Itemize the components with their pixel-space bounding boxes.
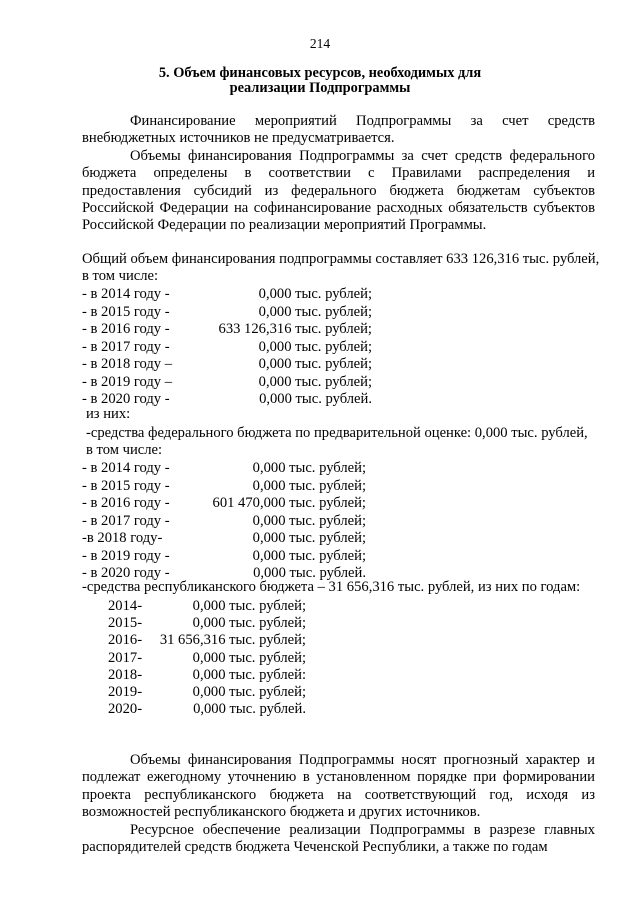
federal-year-label: -в 2018 году- <box>82 530 163 546</box>
federal-year-label: - в 2020 году - <box>82 565 170 581</box>
section-heading-line-2: реализации Подпрограммы <box>229 80 411 96</box>
closing-paragraph-2: Ресурсное обеспечение реализации Подпрограммы в разрезе главных распорядителей средств бюджета Чеченской Республики, а также по годам <box>82 822 595 856</box>
total-year-amount: 0,000 тыс. рублей; <box>258 303 372 320</box>
federal-year-amount: 0,000 тыс. рублей. <box>253 565 366 581</box>
total-year-label: - в 2014 году - <box>82 286 170 302</box>
federal-year-amount: 0,000 тыс. рублей; <box>252 512 366 529</box>
republic-year-label: 2019- <box>108 684 143 700</box>
republic-year-label: 2020- <box>108 701 143 718</box>
intro-paragraph-1: Финансирование мероприятий Подпрограммы за счет средств внебюджетных источников не предусматривается. <box>82 113 595 147</box>
republic-year-amount: 31 656,316 тыс. рублей; <box>159 632 306 649</box>
of-them-label: из них: <box>86 406 131 422</box>
republic-year-label: 2015- <box>108 615 143 632</box>
republic-year-label: 2017- <box>108 649 143 666</box>
section-heading-line-1: 5. Объем финансовых ресурсов, необходимых для <box>158 65 482 81</box>
total-year-label: - в 2019 году – <box>82 373 173 390</box>
federal-year-label: - в 2019 году - <box>82 547 170 564</box>
republic-line-1: -средства республиканского бюджета – 31 656,316 тыс. рублей, из них по годам: <box>82 579 581 595</box>
federal-year-amount: 0,000 тыс. рублей; <box>252 477 366 494</box>
federal-year-amount: 0,000 тыс. рублей; <box>252 547 366 564</box>
page-number: 214 <box>309 36 331 51</box>
total-year-label: - в 2015 году - <box>82 303 170 320</box>
total-year-label: - в 2020 году - <box>82 391 170 407</box>
section-heading <box>80 66 560 96</box>
federal-year-label: - в 2016 году - <box>82 495 170 511</box>
republic-year-amount: 0,000 тыс. рублей: <box>192 666 306 683</box>
federal-year-amount: 0,000 тыс. рублей; <box>252 530 366 546</box>
federal-line-2: в том числе: <box>86 442 163 458</box>
republic-year-amount: 0,000 тыс. рублей. <box>193 701 306 718</box>
closing-paragraph-1: Объемы финансирования Подпрограммы носят прогнозный характер и подлежат ежегодному уточнению в установленном порядке при формировании проекта республиканского бюджета на соответствующий год, исходя из возможностей республиканского бюджета и других источников. <box>82 752 595 820</box>
total-year-amount: 0,000 тыс. рублей; <box>258 373 372 390</box>
republic-year-amount: 0,000 тыс. рублей; <box>192 598 306 614</box>
total-year-label: - в 2016 году - <box>82 321 170 337</box>
republic-year-label: 2016- <box>108 632 143 649</box>
federal-year-amount: 601 470,000 тыс. рублей; <box>212 495 366 511</box>
total-line-2: в том числе: <box>82 268 159 284</box>
federal-year-amount: 0,000 тыс. рублей; <box>252 460 366 476</box>
federal-year-label: - в 2014 году - <box>82 460 170 476</box>
republic-year-amount: 0,000 тыс. рублей; <box>192 615 306 632</box>
federal-year-label: - в 2015 году - <box>82 477 170 494</box>
total-line-1: Общий объем финансирования подпрограммы составляет 633 126,316 тыс. рублей, <box>82 251 600 267</box>
total-year-amount: 0,000 тыс. рублей; <box>258 356 372 372</box>
total-year-amount: 0,000 тыс. рублей. <box>259 391 372 407</box>
total-year-amount: 0,000 тыс. рублей; <box>258 286 372 302</box>
republic-year-amount: 0,000 тыс. рублей; <box>192 684 306 700</box>
republic-year-label: 2018- <box>108 666 143 683</box>
intro-paragraph-2: Объемы финансирования Подпрограммы за счет средств федерального бюджета определены в соответствии с Правилами распределения и предоставления субсидий из федерального бюджета бюджетам субъектов Российской Федерации на софинансирование расходных обязательств субъектов Российской Федерации по реализации мероприятий Программы. <box>82 148 595 234</box>
federal-line-1: -средства федерального бюджета по предварительной оценке: 0,000 тыс. рублей, <box>86 425 588 441</box>
total-year-label: - в 2018 году – <box>82 356 173 372</box>
total-year-amount: 633 126,316 тыс. рублей; <box>218 321 372 337</box>
total-year-amount: 0,000 тыс. рублей; <box>258 338 372 355</box>
total-year-label: - в 2017 году - <box>82 338 170 355</box>
republic-year-label: 2014- <box>108 598 143 614</box>
republic-year-amount: 0,000 тыс. рублей; <box>192 649 306 666</box>
federal-year-label: - в 2017 году - <box>82 512 170 529</box>
